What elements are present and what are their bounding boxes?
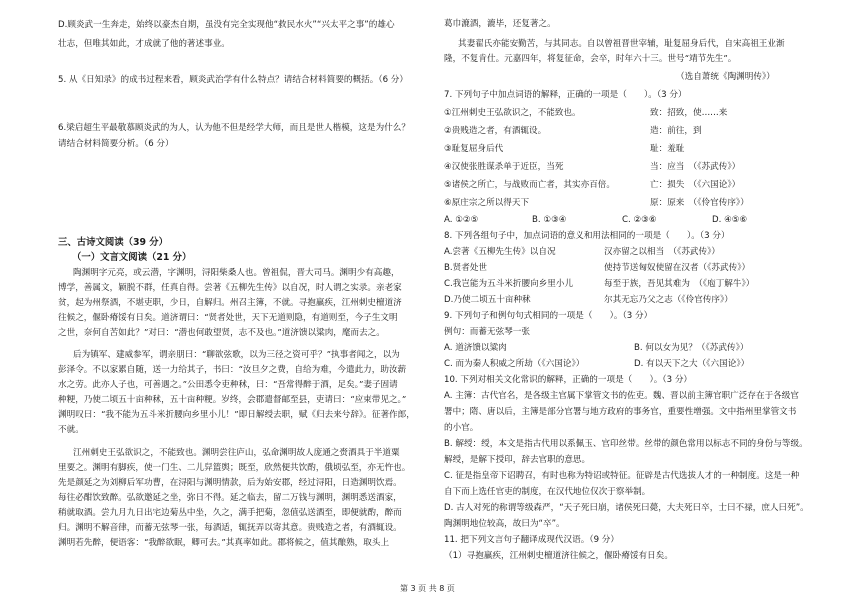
question-7: 7. 下列句子中加点词语的解释，正确的一项是（ ）。（3 分） <box>444 90 687 100</box>
q7-item-gloss: 亡：损失 （《六国论》） <box>650 180 741 190</box>
passage-line: 贫，起为州祭酒，不堪吏职，少日，自解归。州召主簿，不就。寻抱羸疾，江州刺史檀道济 <box>58 298 402 308</box>
q8-option-right: 使持节送匈奴使留在汉者（《苏武传》） <box>604 263 751 273</box>
passage-line: 每往必酣饮致醉。弘欲邀延之坐，弥日不得。延之临去，留二万钱与渊明，渊明悉送酒家， <box>58 493 402 503</box>
q7-option-b[interactable]: B. ①③④ <box>532 215 567 225</box>
q10-option-b-line: 解绶，是解下授印，辞去官职的意思。 <box>444 455 591 465</box>
section-3-heading: 三、古诗文阅读（39 分） <box>58 237 169 248</box>
passage-line: 之世，奈何自苦如此？”对曰：“潜也何敢望贤，志不及也。”道济馈以粱肉，麾而去之。 <box>58 328 385 338</box>
q9-option-d[interactable]: D. 有以天下之大（《六国论》） <box>634 359 750 369</box>
q10-option-a-line: 署中；隋、唐以后，主簿是部分官署与地方政府的事务官，重要性增强。文中指州里掌管文书 <box>444 407 797 417</box>
passage-line: 稍就取酒。尝九月九日出宅边菊丛中坐，久之，满手把菊，忽值弘送酒至，即便就酌，醉而 <box>58 508 402 518</box>
q9-option-c[interactable]: C. 而为秦人积威之所劫（《六国论》） <box>444 359 585 369</box>
q8-option-right: 每至于族，吾见其难为 （《庖丁解牛》） <box>604 279 755 289</box>
q9-example: 例句：而蓄无弦琴一张 <box>444 327 530 337</box>
q10-option-a-line: 的小官。 <box>444 423 479 433</box>
q8-option-left[interactable]: D.乃使二顷五十亩种秫 <box>444 295 531 305</box>
q8-option-left[interactable]: C.我岂能为五斗米折腰向乡里小儿 <box>444 279 574 289</box>
q7-item-gloss: 造：前往，到 <box>650 126 702 136</box>
passage-end-line2: 隆，不复肯仕。元嘉四年，将复征命，会卒，时年六十三。世号“靖节先生”。 <box>444 54 737 64</box>
q7-item-sentence: ②贵贱造之者，有酒辄设。 <box>444 126 547 136</box>
q11-item-1: （1）寻抱羸疾，江州刺史檀道济往候之，偃卧瘠馁有日矣。 <box>444 551 673 561</box>
q8-option-right: 尔其无忘乃父之志（《伶官传序》） <box>604 295 733 305</box>
question-6-line2: 请结合材料简要分析。（6 分） <box>58 139 174 149</box>
question-9: 9. 下列句子和例句句式相同的一项是（ ）。（3 分） <box>444 311 653 321</box>
passage-line: 归。渊明不解音律，而蓄无弦琴一张，每酒适，辄抚弄以寄其意。贵贱造之者，有酒辄设。 <box>58 523 402 533</box>
question-10: 10. 下列对相关文化常识的解释，正确的一项是（ ）。（3 分） <box>444 375 693 385</box>
passage-line: 后为镇军、建威参军，谓亲朋曰：“聊欲弦歌，以为三径之资可乎？”执事者闻之，以为 <box>73 350 400 360</box>
q9-option-b[interactable]: B. 何以女为见？（《苏武传》） <box>634 343 749 353</box>
passage-line: 水之劳。此亦人子也，可善遇之。”公田悉令吏种秫，曰：“吾常得醉于酒，足矣。”妻子固请 <box>58 380 398 390</box>
subsection-1-heading: （一）文言文阅读（21 分） <box>72 252 192 263</box>
passage-line: 里要之。渊明有脚疾，使一门生、二儿舁篮舆；既至，欣然便共饮酌，俄顷弘至，亦无忤也。 <box>58 463 411 473</box>
q7-item-sentence: ①江州刺史王弘欲识之，不能致也。 <box>444 108 581 118</box>
passage-line: 陶渊明字元亮，或云潜，字渊明，浔阳柴桑人也。曾祖侃，晋大司马。渊明少有高趣， <box>73 268 400 278</box>
q10-option-a-line: A. 主簿：古代官名，是各级主官属下掌管文书的佐吏。魏、晋以前主簿官职广泛存在于各级官 <box>444 391 799 401</box>
q7-item-gloss: 原：原来 （《伶官传序》） <box>650 198 749 208</box>
question-6-line1: 6.梁启超生平最敬慕顾炎武的为人，认为他不但是经学大师，而且是世人楷模，这是为什么？ <box>58 123 410 133</box>
passage-line: 不就。 <box>58 425 84 435</box>
passage-line: 渊明叹曰：“我不能为五斗米折腰向乡里小儿！”即日解绶去职，赋《归去来兮辞》。征著作郎， <box>58 410 415 420</box>
q10-option-d-line: D. 古人对死的称谓等级森严，“天子死曰崩，诸侯死曰薨，大夫死曰卒，士曰不禄，庶人曰死”。 <box>444 503 809 513</box>
passage-line: 彭泽令。不以家累自随，送一力给其子，书曰：“汝旦夕之费，自给为难，今遣此力，助汝薪 <box>58 365 407 375</box>
passage-line: 江州刺史王弘欲识之，不能致也。渊明尝往庐山，弘命渊明故人庞通之赍酒具于半道粟 <box>73 448 400 458</box>
passage-line: 博学，善属文，颖脱不群，任真自得。尝著《五柳先生传》以自况，时人谓之实录。亲老家 <box>58 283 402 293</box>
q10-option-d-line: 陶渊明地位较高，故曰为“卒”。 <box>444 519 565 529</box>
q7-option-c[interactable]: C. ②③⑥ <box>622 215 657 225</box>
q7-item-sentence: ③耻复屈身后代 <box>444 144 504 154</box>
q9-option-a[interactable]: A. 道济馈以粱肉 <box>444 343 507 353</box>
q7-option-a[interactable]: A. ①②⑤ <box>444 215 479 225</box>
q10-option-c-line: 自下而上选任官吏的制度，在汉代地位仅次于察举制。 <box>444 487 651 497</box>
passage-line: 先是颜延之为刘柳后军功曹，在浔阳与渊明情款，后为始安郡，经过浔阳，日造渊明饮焉。 <box>58 478 402 488</box>
q8-option-left[interactable]: B.贤者处世 <box>444 263 488 273</box>
passage-continuation: 葛巾漉酒，漉毕，还复著之。 <box>444 19 556 29</box>
q7-item-gloss: 致：招致，使……来 <box>650 108 728 118</box>
question-5: 5. 从《日知录》的成书过程来看，顾炎武治学有什么特点？请结合材料简要的概括。（6 分） <box>58 75 408 85</box>
page-footer: 第 3 页 共 8 页 <box>400 584 455 593</box>
q7-item-gloss: 耻：羞耻 <box>650 144 685 154</box>
q8-option-left[interactable]: A.尝著《五柳先生传》以自况 <box>444 247 556 257</box>
q7-item-sentence: ⑤诸侯之所亡，与战败而亡者，其实亦百倍。 <box>444 180 615 190</box>
q10-option-b-line: B. 解绶：绶，本文是指古代用以系佩玉、官印丝带。丝带的颜色常用以标志不同的身份与等级。 <box>444 439 808 449</box>
question-11: 11. 把下列文言句子翻译成现代汉语。（9 分） <box>444 535 619 545</box>
question-8: 8. 下列各组句子中，加点词语的意义和用法相同的一项是（ ）。（3 分） <box>444 231 730 241</box>
passage-line: 种粳，乃使二顷五十亩种秫，五十亩种粳。岁终，会郡遣督邮至县，吏请曰：“应束带见之。” <box>58 395 407 405</box>
q7-item-sentence: ⑥原庄宗之所以得天下 <box>444 198 530 208</box>
q7-option-d[interactable]: D. ④⑤⑥ <box>712 215 748 225</box>
q4-option-d-line1: D.顾炎武一生奔走，始终以豪杰自期，虽没有完全实现他“救民水火”“兴太平之事”的雄心 <box>58 20 395 30</box>
passage-line: 往候之，偃卧瘠馁有日矣。道济谓曰：“贤者处世，天下无道则隐，有道则至，今子生文明 <box>58 313 398 323</box>
passage-end-line1: 其妻翟氏亦能安勤苦，与其同志。自以曾祖晋世宰辅，耻复屈身后代，自宋高祖王业渐 <box>458 39 785 49</box>
passage-source: （选自萧统《陶渊明传》） <box>676 72 775 82</box>
q7-item-gloss: 当：应当 （《苏武传》） <box>650 162 741 172</box>
q4-option-d-line2: 壮志，但唯其如此，才成就了他的著述事业。 <box>58 39 230 49</box>
q10-option-c-line: C. 征是指皇帝下诏聘召，有时也称为特诏或特征。征辟是古代选拔人才的一种制度。这是一种 <box>444 471 800 481</box>
q8-option-right: 汉亦留之以相当 （《苏武传》） <box>604 247 721 257</box>
passage-line: 渊明若先醉，便语客：“我醉欲眠，卿可去。”其真率如此。郡将候之，值其酿熟，取头上 <box>58 538 390 548</box>
q7-item-sentence: ④汉使张胜谋杀单于近臣，当死 <box>444 162 564 172</box>
